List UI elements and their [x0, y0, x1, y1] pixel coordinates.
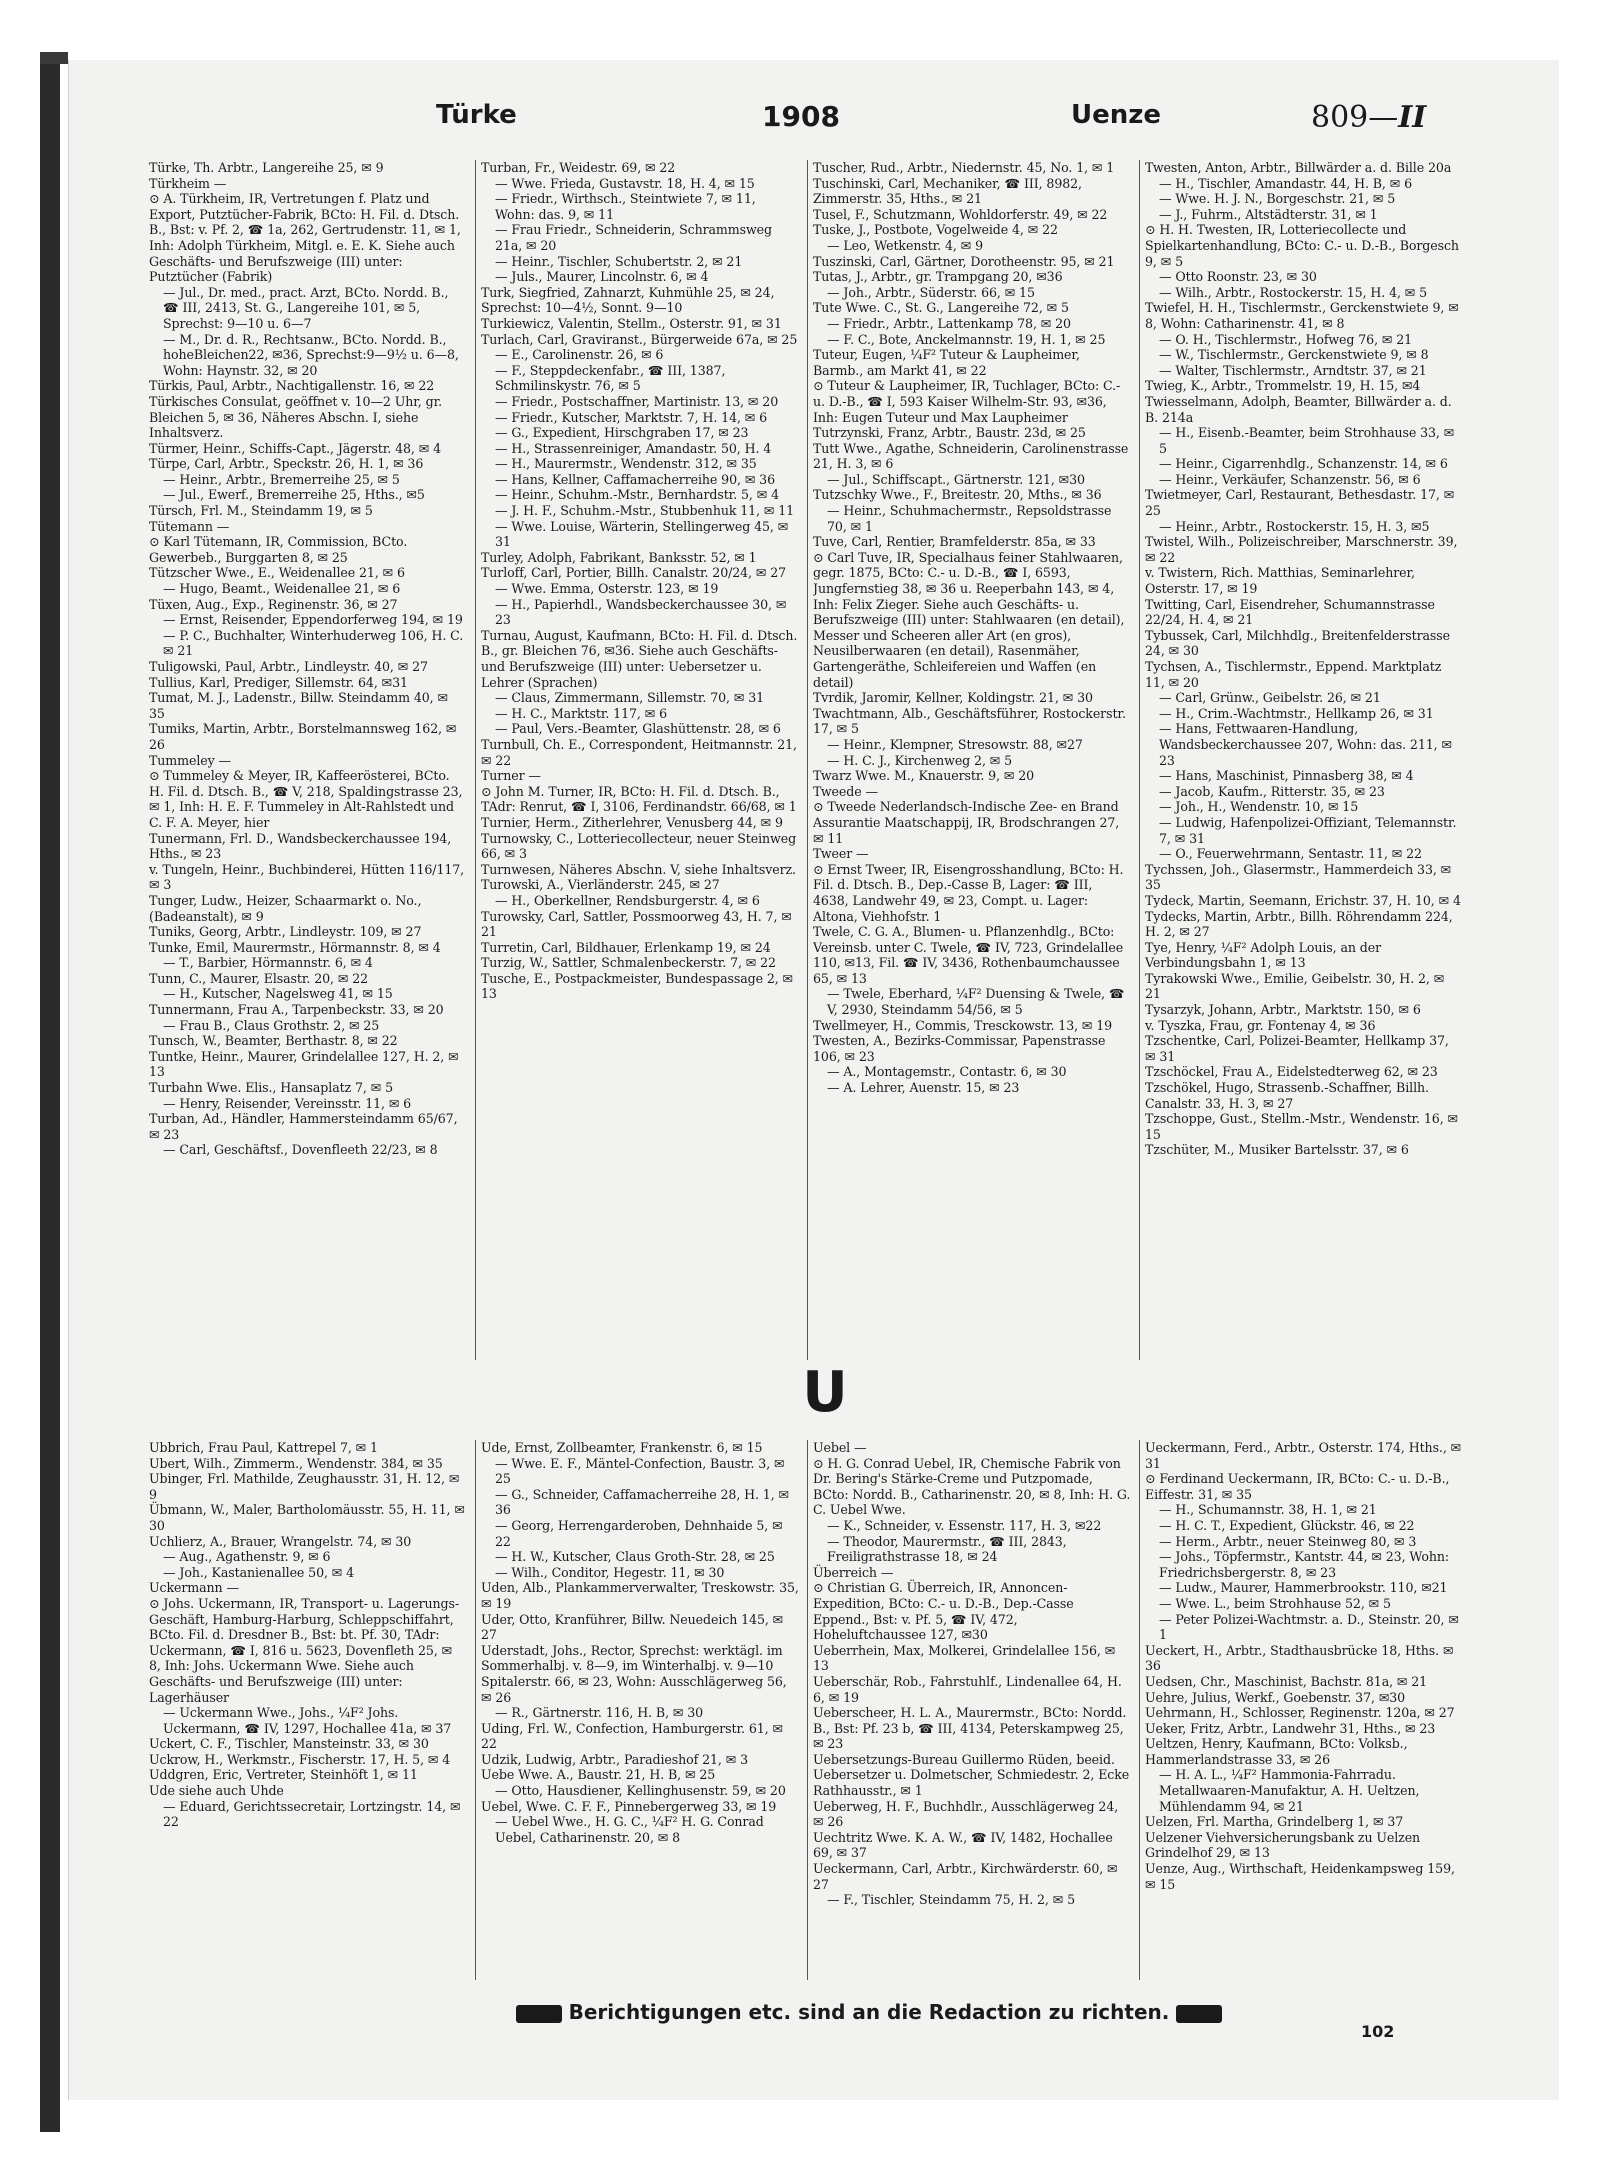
directory-entry: Uchlierz, A., Brauer, Wrangelstr. 74, ✉ 30 [149, 1533, 412, 1549]
column-2 [481, 160, 799, 1360]
header-last-name: Uenze [1071, 100, 1162, 130]
directory-entry: — H., Crim.-Wachtmstr., Hellkamp 26, ✉ 31 [1159, 705, 1434, 721]
directory-entry: Türsch, Frl. M., Steindamm 19, ✉ 5 [149, 503, 373, 519]
directory-entry: Tumiks, Martin, Arbtr., Borstelmannsweg 162, ✉ 26 [149, 721, 457, 752]
directory-entry: — Joh., Arbtr., Süderstr. 66, ✉ 15 [827, 284, 1035, 300]
column-rule [1139, 160, 1140, 1360]
directory-entry: — Theodor, Maurermstr., ☎ III, 2843, Freiligrathstrasse 18, ✉ 24 [827, 1533, 1067, 1565]
directory-entry: — H., Maurermstr., Wendenstr. 312, ✉ 35 [495, 456, 757, 472]
directory-entry: — H., Kutscher, Nagelsweg 41, ✉ 15 [163, 986, 393, 1002]
directory-entry: — H., Tischler, Amandastr. 44, H. B, ✉ 6 [1159, 175, 1413, 191]
column-1 [149, 160, 467, 1360]
directory-entry: Übmann, W., Maler, Bartholomäusstr. 55, H. 11, ✉ 30 [149, 1502, 465, 1533]
directory-entry: Twistel, Wilh., Polizeischreiber, Marschnerstr. 39, ✉ 22 [1145, 534, 1458, 565]
directory-entry: — Jacob, Kaufm., Ritterstr. 35, ✉ 23 [1159, 783, 1385, 799]
directory-entry: Tzschöckel, Frau A., Eidelstedterweg 62, ✉ 23 [1145, 1064, 1438, 1080]
page-number-roman: II [1398, 100, 1427, 135]
directory-entry: — Carl, Grünw., Geibelstr. 26, ✉ 21 [1159, 690, 1381, 706]
directory-entry: Tutrzynski, Franz, Arbtr., Baustr. 23d, ✉ 25 [813, 425, 1086, 441]
directory-entry: — P. C., Buchhalter, Winterhuderweg 106, H. C. ✉ 21 [163, 627, 464, 659]
directory-entry: — Hans, Kellner, Caffamacherreihe 90, ✉ 36 [495, 471, 775, 487]
directory-entry: Uder, Otto, Kranführer, Billw. Neuedeich 145, ✉ 27 [481, 1611, 784, 1643]
directory-entry: — Heinr., Klempner, Stresowstr. 88, ✉27 [827, 736, 1083, 752]
directory-entry: Tunnermann, Frau A., Tarpenbeckstr. 33, ✉ 20 [149, 1002, 444, 1018]
directory-entry: Turley, Adolph, Fabrikant, Banksstr. 52, ✉ 1 [481, 549, 757, 565]
directory-entry: Ueberweg, H. F., Buchhdlr., Ausschlägerweg 24, ✉ 26 [813, 1798, 1119, 1830]
directory-entry: Turban, Ad., Händler, Hammersteindamm 65/67, ✉ 23 [149, 1111, 458, 1142]
directory-entry: Uelzener Viehversicherungsbank zu Uelzen Grindelhof 29, ✉ 13 [1145, 1829, 1421, 1861]
directory-entry: — F., Steppdeckenfabr., ☎ III, 1387, Schmilinskystr. 76, ✉ 5 [495, 362, 726, 394]
directory-entry: — O. H., Tischlermstr., Hofweg 76, ✉ 21 [1159, 331, 1413, 347]
directory-entry: Tydecks, Martin, Arbtr., Billh. Röhrendamm 224, H. 2, ✉ 27 [1145, 908, 1453, 940]
directory-entry: — Friedr., Arbtr., Lattenkamp 78, ✉ 20 [827, 315, 1071, 331]
directory-entry: — Johs., Töpfermstr., Kantstr. 44, ✉ 23, Wohn: Friedrichsbergerstr. 8, ✉ 23 [1159, 1549, 1450, 1580]
directory-entry: ⊙ Tweede Nederlandsch-Indische Zee- en Brand Assurantie Maatschappij, IR, Brodschrangen 27, ✉ 11 [813, 799, 1120, 846]
directory-entry: — Wwe. H. J. N., Borgeschstr. 21, ✉ 5 [1159, 191, 1396, 207]
directory-entry: Twesten, A., Bezirks-Commissar, Papenstrasse 106, ✉ 23 [813, 1033, 1106, 1064]
directory-page [68, 60, 1559, 2100]
directory-entry: — J. H. F., Schuhm.-Mstr., Stubbenhuk 11, ✉ 11 [495, 503, 795, 519]
pointing-hand-icon [1176, 2005, 1222, 2023]
directory-entry: — Paul, Vers.-Beamter, Glashüttenstr. 28, ✉ 6 [495, 721, 781, 737]
directory-entry: Uderstadt, Johs., Rector, Sprechst: werktägl. im Sommerhalbj. v. 8—9, im Winterhalbj. v. 9—10 Spitalerstr. 66, ✉ 23, Wohn: Ausschlägerweg 56, ✉ 26 [481, 1642, 787, 1705]
directory-entry: — Aug., Agathenstr. 9, ✉ 6 [163, 1549, 331, 1565]
directory-entry: ⊙ Karl Tütemann, IR, Commission, BCto. Gewerbeb., Burggarten 8, ✉ 25 [149, 534, 408, 565]
directory-entry: — F., Tischler, Steindamm 75, H. 2, ✉ 5 [827, 1892, 1076, 1908]
directory-entry: — Heinr., Arbtr., Bremerreihe 25, ✉ 5 [163, 471, 400, 487]
directory-entry: — H. A. L., ¼F² Hammonia-Fahrradu. Metallwaaren-Manufaktur, A. H. Ueltzen, Mühlendamm 94, ✉ 21 [1159, 1767, 1420, 1814]
directory-entry: Tyrakowski Wwe., Emilie, Geibelstr. 30, H. 2, ✉ 21 [1145, 970, 1445, 1002]
directory-entry: Turlach, Carl, Graviranst., Bürgerweide 67a, ✉ 25 [481, 331, 798, 347]
sheet-number: 102 [1361, 2022, 1395, 2041]
column-8 [1145, 1440, 1463, 1980]
directory-entry: Uebel, Wwe. C. F. F., Pinnebergerweg 33, ✉ 19 [481, 1798, 777, 1814]
directory-entry: — J., Fuhrm., Altstädterstr. 31, ✉ 1 [1159, 206, 1378, 222]
directory-entry: Twietmeyer, Carl, Restaurant, Bethesdastr. 17, ✉ 25 [1145, 487, 1455, 519]
directory-entry: — Wwe. E. F., Mäntel-Confection, Baustr. 3, ✉ 25 [495, 1455, 785, 1487]
column-7 [813, 1440, 1131, 1980]
directory-entry: Tützscher Wwe., E., Weidenallee 21, ✉ 6 [149, 565, 405, 581]
directory-entry: Tuligowski, Paul, Arbtr., Lindleystr. 40, ✉ 27 [149, 659, 428, 674]
directory-entry: — H., Oberkellner, Rendsburgerstr. 4, ✉ 6 [495, 892, 760, 908]
directory-entry: — Peter Polizei-Wachtmstr. a. D., Steinstr. 20, ✉ 1 [1159, 1611, 1459, 1643]
directory-entry: Tumat, M. J., Ladenstr., Billw. Steindamm 40, ✉ 35 [149, 690, 448, 721]
directory-entry: Turzig, W., Sattler, Schmalenbeckerstr. 7, ✉ 22 [481, 955, 776, 971]
directory-entry: Uenze, Aug., Wirthschaft, Heidenkampsweg 159, ✉ 15 [1145, 1861, 1455, 1892]
directory-entry: — Wwe. L., beim Strohhause 52, ✉ 5 [1159, 1595, 1391, 1611]
directory-entry: Ude siehe auch Uhde [149, 1783, 284, 1799]
directory-entry: — G., Expedient, Hirschgraben 17, ✉ 23 [495, 425, 749, 441]
directory-entry: Tunsch, W., Beamter, Berthastr. 8, ✉ 22 [149, 1033, 398, 1049]
directory-entry: Tuntke, Heinr., Maurer, Grindelallee 127, H. 2, ✉ 13 [149, 1048, 459, 1080]
directory-entry: Tychssen, Joh., Glasermstr., Hammerdeich 33, ✉ 35 [1145, 861, 1452, 893]
directory-entry: Turretin, Carl, Bildhauer, Erlenkamp 19, ✉ 24 [481, 939, 771, 955]
directory-entry: Turk, Siegfried, Zahnarzt, Kuhmühle 25, ✉ 24, Sprechst: 10—4½, Sonnt. 9—10 [481, 284, 775, 316]
directory-entry: — H. C., Marktstr. 117, ✉ 6 [495, 705, 667, 721]
header-first-name: Türke [436, 100, 517, 130]
column-rule [807, 1440, 808, 1980]
directory-entry: — H. C. T., Expedient, Glückstr. 46, ✉ 22 [1159, 1517, 1415, 1533]
scan-binding-tip [40, 52, 68, 64]
directory-entry: — Friedr., Wirthsch., Steintwiete 7, ✉ 11, Wohn: das. 9, ✉ 11 [495, 191, 756, 222]
directory-entry: Ubert, Wilh., Zimmerm., Wendenstr. 384, ✉ 35 [149, 1455, 443, 1471]
directory-entry: Turnau, August, Kaufmann, BCto: H. Fil. d. Dtsch. B., gr. Bleichen 76, ✉36. Siehe auch Geschäfts- und Berufszweige (III) unter: Uebersetzer u. Lehrer (Sprachen) [481, 627, 798, 690]
directory-entry: Tuniks, Georg, Arbtr., Lindleystr. 109, ✉ 27 [149, 924, 422, 940]
directory-entry: — R., Gärtnerstr. 116, H. B, ✉ 30 [495, 1705, 704, 1721]
directory-entry: Uckrow, H., Werkmstr., Fischerstr. 17, H. 5, ✉ 4 [149, 1751, 451, 1767]
column-rule [1139, 1440, 1140, 1980]
directory-entry: — Eduard, Gerichtssecretair, Lortzingstr. 14, ✉ 22 [163, 1798, 461, 1830]
directory-entry: Ubbrich, Frau Paul, Kattrepel 7, ✉ 1 [149, 1440, 378, 1455]
directory-entry: ⊙ Christian G. Überreich, IR, Annoncen-Expedition, BCto: C.- u. D.-B., Dep.-Casse Eppend., Bst: v. Pf. 5, ☎ IV, 472, Hoheluftchaussee 127, ✉30 [813, 1580, 1074, 1643]
directory-entry: Uebersetzungs-Bureau Guillermo Rüden, beeid. Uebersetzer u. Dolmetscher, Schmiedestr. 2, Ecke Rathhausstr., ✉ 1 [813, 1751, 1130, 1799]
directory-entry: Tweer — [813, 846, 869, 862]
directory-entry: Twesten, Anton, Arbtr., Billwärder a. d. Bille 20a [1145, 160, 1452, 175]
directory-entry: — Frau B., Claus Grothstr. 2, ✉ 25 [163, 1017, 380, 1033]
directory-entry: Twachtmann, Alb., Geschäftsführer, Rostockerstr. 17, ✉ 5 [813, 705, 1126, 737]
directory-entry: Tunke, Emil, Maurermstr., Hörmannstr. 8, ✉ 4 [149, 939, 441, 955]
directory-entry: ⊙ H. H. Twesten, IR, Lotteriecollecte und Spielkartenhandlung, BCto: C.- u. D.-B., Borgesch 9, ✉ 5 [1145, 222, 1459, 269]
directory-entry: Tüxen, Aug., Exp., Reginenstr. 36, ✉ 27 [149, 596, 398, 612]
scan-binding-edge [40, 52, 60, 2132]
directory-entry: Ueckermann, Carl, Arbtr., Kirchwärderstr. 60, ✉ 27 [813, 1861, 1118, 1892]
directory-entry: Tusche, E., Postpackmeister, Bundespassage 2, ✉ 13 [481, 970, 794, 1002]
directory-entry: — Ludwig, Hafenpolizei-Offiziant, Telemannstr. 7, ✉ 31 [1159, 814, 1457, 846]
directory-entry: Ude, Ernst, Zollbeamter, Frankenstr. 6, ✉ 15 [481, 1440, 763, 1455]
directory-entry: v. Twistern, Rich. Matthias, Seminarlehrer, Osterstr. 17, ✉ 19 [1145, 565, 1415, 597]
directory-entry: ⊙ Tummeley & Meyer, IR, Kaffeerösterei, BCto. H. Fil. d. Dtsch. B., ☎ V, 218, Spaldingstrasse 23, ✉ 1, Inh: H. E. F. Tummeley in Alt-Rahlstedt und C. F. A. Meyer, hier [149, 768, 463, 830]
directory-entry: Tuszinski, Carl, Gärtner, Dorotheenstr. 95, ✉ 21 [813, 253, 1115, 269]
directory-entry: Turnowsky, C., Lotteriecollecteur, neuer Steinweg 66, ✉ 3 [481, 830, 797, 862]
directory-entry: — E., Carolinenstr. 26, ✉ 6 [495, 347, 664, 363]
directory-entry: Twarz Wwe. M., Knauerstr. 9, ✉ 20 [813, 768, 1035, 784]
directory-entry: Tuteur, Eugen, ¼F² Tuteur & Laupheimer, Barmb., am Markt 41, ✉ 22 [813, 347, 1080, 378]
directory-entry: Tunermann, Frl. D., Wandsbeckerchaussee 194, Hths., ✉ 23 [149, 830, 452, 862]
directory-entry: — Joh., Kastanienallee 50, ✉ 4 [163, 1564, 355, 1580]
directory-entry: — G., Schneider, Caffamacherreihe 28, H. 1, ✉ 36 [495, 1486, 789, 1518]
directory-entry: Udzik, Ludwig, Arbtr., Paradieshof 21, ✉ 3 [481, 1751, 748, 1767]
page-number-arabic: 809— [1311, 100, 1399, 135]
directory-entry: — K., Schneider, v. Essenstr. 117, H. 3, ✉22 [827, 1517, 1102, 1533]
directory-entry: Tuschinski, Carl, Mechaniker, ☎ III, 8982, Zimmerstr. 35, Hths., ✉ 21 [813, 175, 1082, 207]
directory-entry: Turnwesen, Näheres Abschn. V, siehe Inhaltsverz. [481, 861, 796, 877]
column-rule [475, 1440, 476, 1980]
directory-entry: Tütemann — [149, 518, 230, 534]
directory-entry: — Walter, Tischlermstr., Arndtstr. 37, ✉ 21 [1159, 362, 1427, 378]
header-page-number [1311, 100, 1426, 146]
directory-entry: — Wwe. Louise, Wärterin, Stellingerweg 45, ✉ 31 [495, 518, 789, 550]
directory-entry: Turloff, Carl, Portier, Billh. Canalstr. 20/24, ✉ 27 [481, 565, 787, 581]
directory-entry: Ueckert, H., Arbtr., Stadthausbrücke 18, Hths. ✉ 36 [1145, 1642, 1454, 1674]
directory-entry: ⊙ H. G. Conrad Uebel, IR, Chemische Fabrik von Dr. Bering's Stärke-Creme und Putzpomade, BCto: Nordd. B., Catharinenstr. 20, ✉ 8, Inh: H. G. C. Uebel Wwe. [813, 1455, 1131, 1518]
directory-entry: Twitting, Carl, Eisendreher, Schumannstrasse 22/24, H. 4, ✉ 21 [1145, 596, 1435, 628]
directory-entry: — Friedr., Kutscher, Marktstr. 7, H. 14, ✉ 6 [495, 409, 768, 425]
directory-entry: Tutt Wwe., Agathe, Schneiderin, Carolinenstrasse 21, H. 3, ✉ 6 [813, 440, 1129, 472]
directory-entry: Türke, Th. Arbtr., Langereihe 25, ✉ 9 [149, 160, 384, 175]
directory-entry: — Ernst, Reisender, Eppendorferweg 194, ✉ 19 [163, 612, 463, 628]
directory-entry: Tute Wwe. C., St. G., Langereihe 72, ✉ 5 [813, 300, 1069, 316]
directory-entry: ⊙ Tuteur & Laupheimer, IR, Tuchlager, BCto: C.- u. D.-B., ☎ I, 593 Kaiser Wilhelm-Str. 93, ✉36, Inh: Eugen Tuteur und Max Laupheimer [813, 378, 1121, 425]
directory-entry: — Wwe. Frieda, Gustavstr. 18, H. 4, ✉ 15 [495, 175, 755, 191]
directory-entry: Turkiewicz, Valentin, Stellm., Osterstr. 91, ✉ 31 [481, 315, 782, 331]
directory-entry: Uckert, C. F., Tischler, Mansteinstr. 33, ✉ 30 [149, 1736, 429, 1752]
directory-entry: Twiesselmann, Adolph, Beamter, Billwärder a. d. B. 214a [1145, 393, 1452, 425]
directory-entry: — Jul., Ewerf., Bremerreihe 25, Hths., ✉5 [163, 487, 425, 503]
directory-entry: — Hans, Fettwaaren-Handlung, Wandsbeckerchaussee 207, Wohn: das. 211, ✉23 [1159, 721, 1452, 768]
directory-entry: — Heinr., Tischler, Schubertstr. 2, ✉ 21 [495, 253, 743, 269]
directory-entry: Tuve, Carl, Rentier, Bramfelderstr. 85a, ✉ 33 [813, 534, 1096, 550]
directory-entry: — H., Papierhdl., Wandsbeckerchaussee 30, ✉ 23 [495, 596, 787, 628]
directory-entry: — Heinr., Cigarrenhdlg., Schanzenstr. 14, ✉ 6 [1159, 456, 1448, 472]
directory-entry: — Joh., H., Wendenstr. 10, ✉ 15 [1159, 799, 1359, 815]
footer-notice-text: Berichtigungen etc. sind an die Redaction zu richten. [568, 2000, 1170, 2024]
directory-entry: Turowski, A., Vierländerstr. 245, ✉ 27 [481, 877, 720, 893]
directory-entry: Tzschoppe, Gust., Stellm.-Mstr., Wendenstr. 16, ✉ 15 [1145, 1111, 1458, 1142]
directory-entry: Tweede — [813, 783, 878, 799]
directory-entry: Tybussek, Carl, Milchhdlg., Breitenfelderstrasse 24, ✉ 30 [1145, 627, 1450, 659]
directory-entry: Uehrmann, H., Schlosser, Reginenstr. 120a, ✉ 27 [1145, 1705, 1455, 1721]
directory-entry: Tuscher, Rud., Arbtr., Niedernstr. 45, No. 1, ✉ 1 [813, 160, 1115, 175]
directory-entry: Turnbull, Ch. E., Correspondent, Heitmannstr. 21, ✉ 22 [481, 736, 797, 768]
directory-entry: — Carl, Geschäftsf., Dovenfleeth 22/23, ✉ 8 [163, 1142, 438, 1158]
directory-entry: Türmer, Heinr., Schiffs-Capt., Jägerstr. 48, ✉ 4 [149, 440, 441, 456]
directory-entry: Twellmeyer, H., Commis, Tresckowstr. 13, ✉ 19 [813, 1017, 1113, 1033]
column-rule [807, 160, 808, 1360]
directory-entry: v. Tyszka, Frau, gr. Fontenay 4, ✉ 36 [1145, 1017, 1376, 1033]
directory-entry: — Henry, Reisender, Vereinsstr. 11, ✉ 6 [163, 1095, 412, 1111]
directory-entry: Tysarzyk, Johann, Arbtr., Marktstr. 150, ✉ 6 [1145, 1002, 1421, 1018]
directory-entry: — Herm., Arbtr., neuer Steinweg 80, ✉ 3 [1159, 1533, 1417, 1549]
directory-entry: ⊙ Johs. Uckermann, IR, Transport- u. Lagerungs-Geschäft, Hamburg-Harburg, Schleppschiffahrt, BCto. Fil. d. Dresdner B., Bst: bt. Pf. 30, TAdr: Uckermann, ☎ I, 816 u. 5623, Dovenfleth 25, ✉ 8, Inh: Johs. Uckermann Wwe. Siehe auch Geschäfts- und Berufszweige (III) unter: Lagerhäuser [149, 1595, 459, 1705]
directory-entry: — Hans, Maschinist, Pinnasberg 38, ✉ 4 [1159, 768, 1414, 784]
directory-entry: — W., Tischlermstr., Gerckenstwiete 9, ✉ 8 [1159, 347, 1429, 363]
directory-entry: Ubinger, Frl. Mathilde, Zeughausstr. 31, H. 12, ✉ 9 [149, 1471, 460, 1502]
directory-entry: Tzschökel, Hugo, Strassenb.-Schaffner, Billh. Canalstr. 33, H. 3, ✉ 27 [1145, 1080, 1429, 1111]
directory-entry: Turnier, Herm., Zitherlehrer, Venusberg 44, ✉ 9 [481, 814, 783, 830]
directory-entry: — Jul., Schiffscapt., Gärtnerstr. 121, ✉30 [827, 471, 1085, 487]
directory-entry: — Otto Roonstr. 23, ✉ 30 [1159, 269, 1317, 285]
directory-entry: Twele, C. G. A., Blumen- u. Pflanzenhdlg., BCto: Vereinsb. unter C. Twele, ☎ IV, 723, Grindelallee 110, ✉13, Fil. ☎ IV, 3436, Rothenbaumchaussee 65, ✉ 13 [813, 924, 1124, 986]
directory-entry: Türkisches Consulat, geöffnet v. 10—2 Uhr, gr. Bleichen 5, ✉ 36, Näheres Abschn. I, siehe Inhaltsverz. [149, 393, 443, 441]
directory-entry: Tullius, Karl, Prediger, Sillemstr. 64, ✉31 [149, 674, 408, 690]
directory-entry: — Leo, Wetkenstr. 4, ✉ 9 [827, 237, 983, 253]
directory-entry: Ueberschär, Rob., Fahrstuhlf., Lindenallee 64, H. 6, ✉ 19 [813, 1673, 1122, 1705]
directory-entry: Türkheim — [149, 175, 227, 191]
directory-entry: — M., Dr. d. R., Rechtsanw., BCto. Nordd. B., hoheBleichen22, ✉36, Sprechst:9—9½ u. 6—8, Wohn: Haynstr. 32, ✉ 20 [163, 331, 459, 378]
directory-entry: — Heinr., Schuhmachermstr., Repsoldstrasse 70, ✉ 1 [827, 503, 1112, 534]
directory-entry: Uding, Frl. W., Confection, Hamburgerstr. 61, ✉ 22 [481, 1720, 783, 1752]
directory-entry: — Otto, Hausdiener, Kellinghusenstr. 59, ✉ 20 [495, 1783, 786, 1799]
directory-entry: — O., Feuerwehrmann, Sentastr. 11, ✉ 22 [1159, 846, 1422, 862]
pointing-hand-icon [516, 2005, 562, 2023]
directory-entry: Uechtritz Wwe. K. A. W., ☎ IV, 1482, Hochallee 69, ✉ 37 [813, 1829, 1113, 1861]
directory-entry: Tychsen, A., Tischlermstr., Eppend. Marktplatz 11, ✉ 20 [1145, 659, 1442, 690]
directory-entry: Uddgren, Eric, Vertreter, Steinhöft 1, ✉ 11 [149, 1767, 418, 1783]
directory-entry: Tusel, F., Schutzmann, Wohldorferstr. 49, ✉ 22 [813, 206, 1108, 222]
directory-entry: Tzschentke, Carl, Polizei-Beamter, Hellkamp 37, ✉ 31 [1145, 1033, 1449, 1064]
directory-entry: Tye, Henry, ¼F² Adolph Louis, an der Verbindungsbahn 1, ✉ 13 [1145, 939, 1382, 971]
directory-entry: — Frau Friedr., Schneiderin, Schrammsweg 21a, ✉ 20 [495, 222, 772, 253]
directory-entry: Türkis, Paul, Arbtr., Nachtigallenstr. 16, ✉ 22 [149, 378, 435, 394]
directory-entry: Turowsky, Carl, Sattler, Possmoorweg 43, H. 7, ✉ 21 [481, 908, 792, 940]
directory-entry: — Heinr., Schuhm.-Mstr., Bernhardstr. 5, ✉ 4 [495, 487, 779, 503]
column-5 [149, 1440, 467, 1980]
directory-entry: — H. C. J., Kirchenweg 2, ✉ 5 [827, 752, 1013, 768]
directory-entry: Uebel — [813, 1440, 867, 1455]
directory-entry: — Juls., Maurer, Lincolnstr. 6, ✉ 4 [495, 269, 709, 285]
directory-entry: Tunn, C., Maurer, Elsastr. 20, ✉ 22 [149, 970, 369, 986]
directory-entry: — Friedr., Postschaffner, Martinistr. 13, ✉ 20 [495, 393, 779, 409]
directory-entry: Ueltzen, Henry, Kaufmann, BCto: Volksb., Hammerlandstrasse 33, ✉ 26 [1145, 1736, 1408, 1767]
directory-entry: ⊙ Ernst Tweer, IR, Eisengrosshandlung, BCto: H. Fil. d. Dtsch. B., Dep.-Casse B, Lager: ☎ III, 4638, Landwehr 49, ✉ 23, Compt. u. Lager: Altona, Viehhofstr. 1 [813, 861, 1124, 924]
directory-entry: Turban, Fr., Weidestr. 69, ✉ 22 [481, 160, 676, 175]
directory-entry: — T., Barbier, Hörmannstr. 6, ✉ 4 [163, 955, 373, 971]
directory-entry: Uehre, Julius, Werkf., Goebenstr. 37, ✉30 [1145, 1689, 1406, 1705]
directory-entry: Uedsen, Chr., Maschinist, Bachstr. 81a, ✉ 21 [1145, 1673, 1428, 1689]
directory-entry: Tzschüter, M., Musiker Bartelsstr. 37, ✉ 6 [1145, 1142, 1409, 1158]
directory-entry: — F. C., Bote, Anckelmannstr. 19, H. 1, ✉ 25 [827, 331, 1106, 347]
directory-entry: — A., Montagemstr., Contastr. 6, ✉ 30 [827, 1064, 1067, 1080]
directory-entry: Twiefel, H. H., Tischlermstr., Gerckenstwiete 9, ✉ 8, Wohn: Catharinenstr. 41, ✉ 8 [1145, 300, 1459, 331]
directory-entry: v. Tungeln, Heinr., Buchbinderei, Hütten 116/117, ✉ 3 [149, 861, 465, 893]
directory-entry: Tvrdik, Jaromir, Kellner, Koldingstr. 21, ✉ 30 [813, 690, 1093, 706]
directory-entry: — A. Lehrer, Auenstr. 15, ✉ 23 [827, 1080, 1020, 1096]
directory-entry: — H., Strassenreiniger, Amandastr. 50, H. 4 [495, 440, 772, 456]
directory-entry: Tummeley — [149, 752, 232, 768]
directory-entry: — H., Schumannstr. 38, H. 1, ✉ 21 [1159, 1502, 1377, 1518]
header-year: 1908 [762, 100, 840, 133]
directory-entry: — Twele, Eberhard, ¼F² Duensing & Twele, ☎ V, 2930, Steindamm 54/56, ✉ 5 [827, 986, 1125, 1018]
section-letter: U [802, 1360, 848, 1425]
directory-entry: Tutas, J., Arbtr., gr. Trampgang 20, ✉36 [813, 269, 1063, 285]
directory-entry: Ueker, Fritz, Arbtr., Landwehr 31, Hths., ✉ 23 [1145, 1720, 1436, 1736]
directory-entry: ⊙ Carl Tuve, IR, Specialhaus feiner Stahlwaaren, gegr. 1875, BCto: C.- u. D.-B., ☎ I, 6593, Jungfernstieg 38, ✉ 36 u. Reeperbahn 143, ✉ 4, Inh: Felix Zieger. Siehe auch Geschäfts- u. Berufszweige (III) unter: Stahlwaaren (en detail), Messer und Scheeren aller Art (en gros), Neusilberwaaren (en detail), Rasenmäher, Gartengeräthe, Schleifereien und Waffen (en detail) [813, 549, 1125, 690]
directory-entry: Ueberrhein, Max, Molkerei, Grindelallee 156, ✉ 13 [813, 1642, 1116, 1674]
directory-entry: ⊙ John M. Turner, IR, BCto: H. Fil. d. Dtsch. B., TAdr: Renrut, ☎ I, 3106, Ferdinandstr. 66/68, ✉ 1 [481, 783, 797, 815]
directory-entry: — Wilh., Conditor, Hegestr. 11, ✉ 30 [495, 1564, 725, 1580]
directory-entry: Türpe, Carl, Arbtr., Speckstr. 26, H. 1, ✉ 36 [149, 456, 424, 472]
directory-entry: Turner — [481, 768, 541, 784]
directory-entry: ⊙ Ferdinand Ueckermann, IR, BCto: C.- u. D.-B., Eiffestr. 31, ✉ 35 [1145, 1471, 1450, 1502]
directory-entry: — Georg, Herrengarderoben, Dehnhaide 5, ✉ 22 [495, 1517, 783, 1549]
directory-entry: Uebe Wwe. A., Baustr. 21, H. B, ✉ 25 [481, 1767, 716, 1783]
directory-entry: — Heinr., Arbtr., Rostockerstr. 15, H. 3, ✉5 [1159, 518, 1430, 534]
column-3 [813, 160, 1131, 1360]
directory-entry: Twieg, K., Arbtr., Trommelstr. 19, H. 15, ✉4 [1145, 378, 1421, 394]
directory-entry: — Wilh., Arbtr., Rostockerstr. 15, H. 4, ✉ 5 [1159, 284, 1428, 300]
directory-entry: Uden, Alb., Plankammerverwalter, Treskowstr. 35, ✉ 19 [481, 1580, 799, 1611]
directory-entry: Tutzschky Wwe., F., Breitestr. 20, Mths., ✉ 36 [813, 487, 1102, 503]
directory-entry: Uelzen, Frl. Martha, Grindelberg 1, ✉ 37 [1145, 1814, 1404, 1830]
directory-entry: Überreich — [813, 1564, 894, 1580]
column-rule [475, 160, 476, 1360]
directory-entry: Uckermann — [149, 1580, 239, 1596]
directory-entry: — H. W., Kutscher, Claus Groth-Str. 28, ✉ 25 [495, 1549, 775, 1565]
footer-notice [489, 2000, 1249, 2024]
directory-entry: — Uckermann Wwe., Johs., ¼F² Johs. Uckermann, ☎ IV, 1297, Hochallee 41a, ✉ 37 [163, 1705, 452, 1736]
column-6 [481, 1440, 799, 1980]
column-4 [1145, 160, 1463, 1360]
directory-entry: — Claus, Zimmermann, Sillemstr. 70, ✉ 31 [495, 690, 765, 706]
directory-entry: — Hugo, Beamt., Weidenallee 21, ✉ 6 [163, 581, 401, 597]
directory-entry: Ueberscheer, H. L. A., Maurermstr., BCto: Nordd. B., Bst: Pf. 23 b, ☎ III, 4134, Peterskampweg 25, ✉ 23 [813, 1705, 1127, 1752]
directory-entry: — Uebel Wwe., H. G. C., ¼F² H. G. Conrad Uebel, Catharinenstr. 20, ✉ 8 [495, 1814, 764, 1845]
directory-entry: Tuske, J., Postbote, Vogelweide 4, ✉ 22 [813, 222, 1058, 238]
directory-entry: — Heinr., Verkäufer, Schanzenstr. 56, ✉ 6 [1159, 471, 1421, 487]
directory-entry: Ueckermann, Ferd., Arbtr., Osterstr. 174, Hths., ✉ 31 [1145, 1440, 1462, 1471]
directory-entry: Turbahn Wwe. Elis., Hansaplatz 7, ✉ 5 [149, 1080, 393, 1096]
directory-entry: ⊙ A. Türkheim, IR, Vertretungen f. Platz und Export, Putztücher-Fabrik, BCto: H. Fil. d. Dtsch. B., Bst: v. Pf. 2, ☎ 1a, 262, Gertrudenstr. 11, ✉ 1, Inh: Adolph Türkheim, Mitgl. e. E. K. Siehe auch Geschäfts- und Berufszweige (III) unter: Putztücher (Fabrik) [149, 191, 461, 285]
directory-entry: Tydeck, Martin, Seemann, Erichstr. 37, H. 10, ✉ 4 [1145, 892, 1461, 908]
directory-entry: — Ludw., Maurer, Hammerbrookstr. 110, ✉21 [1159, 1580, 1448, 1596]
directory-entry: — Wwe. Emma, Osterstr. 123, ✉ 19 [495, 581, 719, 597]
directory-entry: Tunger, Ludw., Heizer, Schaarmarkt o. No., (Badeanstalt), ✉ 9 [149, 892, 422, 924]
directory-entry: — H., Eisenb.-Beamter, beim Strohhause 33, ✉ 5 [1159, 425, 1455, 456]
directory-entry: — Jul., Dr. med., pract. Arzt, BCto. Nordd. B., ☎ III, 2413, St. G., Langereihe 101, ✉ 5, Sprechst: 9—10 u. 6—7 [163, 284, 449, 331]
